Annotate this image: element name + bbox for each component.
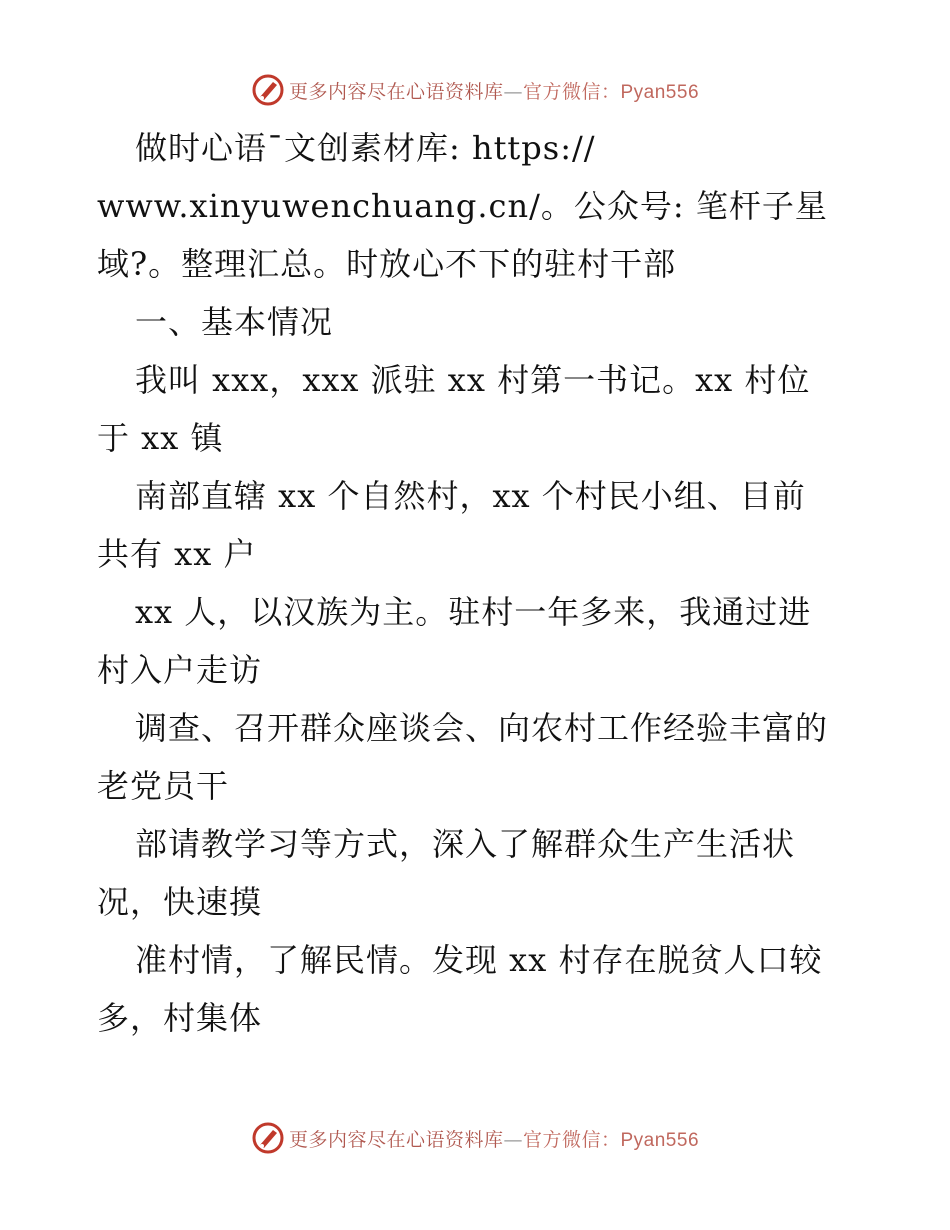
text-line: 老党员干 — [97, 767, 230, 805]
text-line: 共有 xx 户 — [97, 535, 257, 573]
text-line: 于 xx 镇 — [97, 419, 224, 457]
banner-text — [289, 77, 699, 104]
text-line: xx 人，以汉族为主。驻村一年多来，我通过进 — [135, 593, 812, 631]
banner-slogan: 更多内容尽在心语资料库 — [288, 80, 504, 103]
banner-wechat: 官方微信：Pyan556 — [523, 81, 700, 103]
text-line: 准村情，了解民情。发现 xx 村存在脱贫人口较 — [135, 941, 823, 979]
text-line: 调查、召开群众座谈会、向农村工作经验丰富的 — [135, 709, 829, 747]
text-line: 南部直辖 xx 个自然村，xx 个村民小组、目前 — [135, 477, 806, 515]
text-line: 况，快速摸 — [97, 883, 263, 921]
banner-content — [251, 1121, 699, 1155]
banner-slogan: 更多内容尽在心语资料库 — [288, 1128, 504, 1151]
text-line: 域?。整理汇总。时放心不下的驻村干部 — [97, 245, 677, 283]
text-line: www.xinyuwenchuang.cn/。公众号: 笔杆子星 — [97, 187, 828, 225]
text-line: 村入户走访 — [97, 651, 263, 689]
text-line: 多，村集体 — [97, 999, 263, 1037]
section-heading: 一、基本情况 — [135, 303, 334, 341]
banner-text — [289, 1125, 699, 1152]
banner-separator: — — [503, 1128, 523, 1151]
pen-logo-icon — [251, 1121, 285, 1155]
text-line: 部请教学习等方式，深入了解群众生产生活状 — [135, 825, 796, 863]
header-banner — [0, 70, 950, 110]
banner-wechat: 官方微信：Pyan556 — [523, 1129, 700, 1151]
text-line: 我叫 xxx，xxx 派驻 xx 村第一书记。xx 村位 — [135, 361, 811, 399]
footer-banner — [0, 1118, 950, 1158]
text-line: 做时心语¯文创素材库: https:// — [135, 129, 596, 167]
pen-logo-icon — [251, 73, 285, 107]
banner-content — [251, 73, 699, 107]
banner-separator: — — [503, 80, 523, 103]
